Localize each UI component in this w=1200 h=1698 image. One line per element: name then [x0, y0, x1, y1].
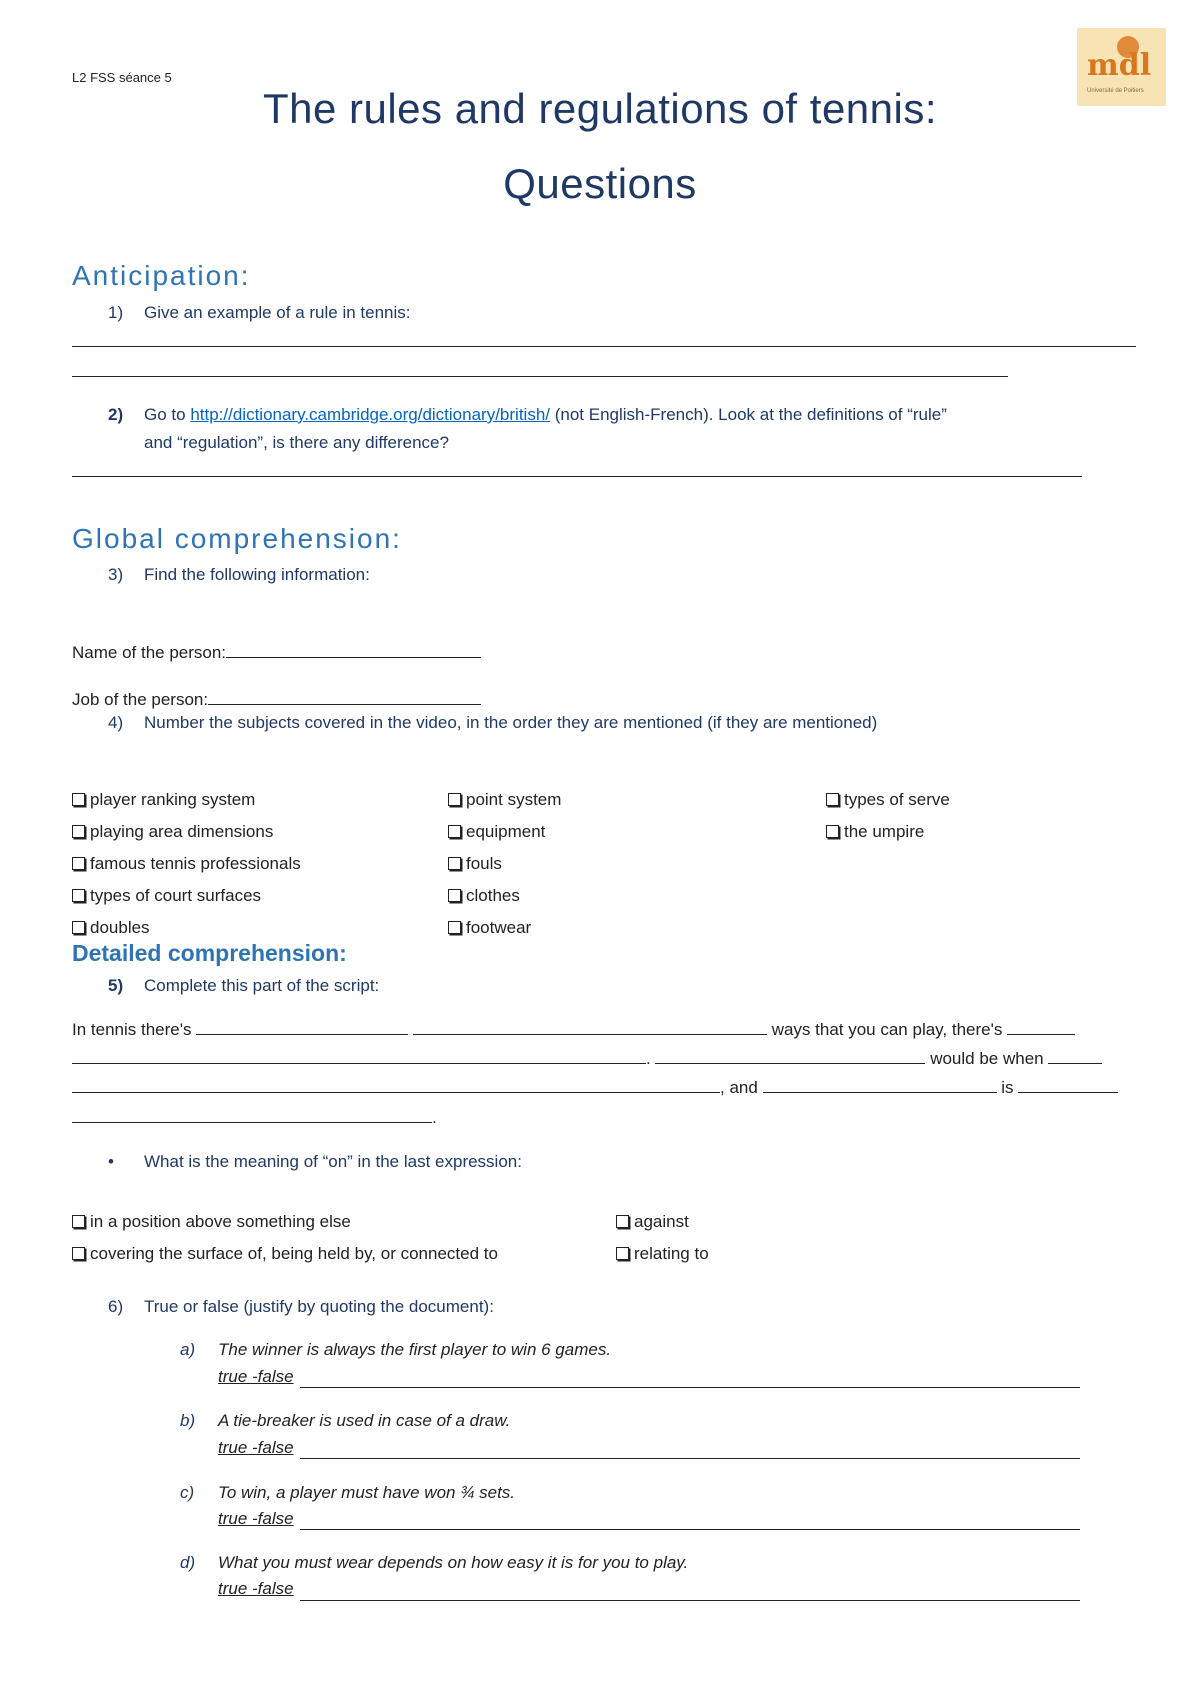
- subject-item[interactable]: [448, 918, 531, 938]
- question-text: Give an example of a rule in tennis:: [144, 303, 411, 322]
- logo-subtext: Université de Poitiers: [1087, 88, 1144, 94]
- question-number: 6): [108, 1297, 124, 1316]
- script-blank[interactable]: [1018, 1078, 1118, 1093]
- subject-label: types of serve: [844, 790, 950, 809]
- question-text: Find the following information:: [144, 565, 370, 584]
- subject-item[interactable]: [72, 886, 261, 906]
- justification-line[interactable]: [300, 1387, 1080, 1388]
- item-letter: b): [180, 1411, 196, 1430]
- script-line-3: [72, 1078, 1118, 1098]
- subject-label: the umpire: [844, 822, 925, 841]
- subject-label: playing area dimensions: [90, 822, 274, 841]
- justification-line[interactable]: [300, 1458, 1080, 1459]
- course-header: L2 FSS séance 5: [72, 70, 172, 85]
- subject-item[interactable]: [448, 790, 561, 810]
- subject-item[interactable]: [72, 790, 255, 810]
- checkbox-icon[interactable]: [72, 1215, 85, 1228]
- subject-item[interactable]: [448, 886, 520, 906]
- checkbox-icon[interactable]: [448, 793, 461, 806]
- subject-label: clothes: [466, 886, 520, 905]
- item-statement: To win, a player must have won ¾ sets.: [218, 1483, 516, 1502]
- question-number: 3): [108, 565, 124, 584]
- script-line-1: [72, 1020, 1075, 1040]
- item-statement: The winner is always the first player to win 6 games.: [218, 1340, 612, 1359]
- script-text: would be when: [930, 1049, 1044, 1068]
- subject-label: point system: [466, 790, 562, 809]
- question-text: Complete this part of the script:: [144, 976, 380, 995]
- job-input[interactable]: [208, 690, 481, 705]
- question-text: What is the meaning of “on” in the last expression:: [144, 1152, 522, 1171]
- checkbox-icon[interactable]: [448, 857, 461, 870]
- script-text: .: [432, 1108, 437, 1127]
- question-text: Number the subjects covered in the video, in the order they are mentioned (if they are mentioned): [144, 713, 878, 732]
- question-2: [108, 405, 947, 425]
- subject-label: footwear: [466, 918, 532, 937]
- subject-item[interactable]: [826, 822, 924, 842]
- meaning-option[interactable]: [72, 1244, 498, 1264]
- checkbox-icon[interactable]: [72, 825, 85, 838]
- subject-label: doubles: [90, 918, 150, 937]
- script-blank[interactable]: [72, 1049, 646, 1064]
- true-false-choice[interactable]: true -false: [218, 1367, 294, 1386]
- checkbox-icon[interactable]: [72, 793, 85, 806]
- name-field: [72, 643, 481, 663]
- script-blank[interactable]: [72, 1078, 720, 1093]
- checkbox-icon[interactable]: [826, 825, 839, 838]
- tf-item-a: [180, 1340, 611, 1360]
- question-text-pre: Go to: [144, 405, 191, 424]
- job-label: Job of the person:: [72, 690, 209, 709]
- question-1: [108, 303, 410, 323]
- script-blank[interactable]: [1048, 1049, 1102, 1064]
- meaning-option[interactable]: [616, 1244, 709, 1264]
- answer-line[interactable]: [72, 346, 1136, 347]
- bullet-question: [108, 1152, 522, 1172]
- script-blank[interactable]: [413, 1020, 767, 1035]
- page-title-line1: The rules and regulations of tennis:: [262, 85, 938, 132]
- checkbox-icon[interactable]: [616, 1247, 629, 1260]
- meaning-option[interactable]: [616, 1212, 689, 1232]
- script-text: In tennis there's: [72, 1020, 192, 1039]
- subject-label: famous tennis professionals: [90, 854, 301, 873]
- question-5: [108, 976, 379, 996]
- true-false-choice[interactable]: true -false: [218, 1509, 294, 1528]
- justification-line[interactable]: [300, 1529, 1080, 1530]
- question-number: 1): [108, 303, 124, 322]
- logo-text: mdl: [1087, 48, 1152, 83]
- question-4: [108, 713, 877, 733]
- script-text: , and: [720, 1078, 758, 1097]
- subject-item[interactable]: [448, 822, 545, 842]
- checkbox-icon[interactable]: [826, 793, 839, 806]
- subject-label: player ranking system: [90, 790, 256, 809]
- item-letter: c): [180, 1483, 195, 1502]
- question-6: [108, 1297, 494, 1317]
- script-text: .: [646, 1049, 651, 1068]
- answer-line[interactable]: [72, 476, 1082, 477]
- subject-item[interactable]: [72, 854, 301, 874]
- section-anticipation: Anticipation:: [72, 260, 251, 291]
- option-label: in a position above something else: [90, 1212, 351, 1231]
- question-2-line2: and “regulation”, is there any difference?: [144, 433, 449, 452]
- item-statement: A tie-breaker is used in case of a draw.: [218, 1411, 511, 1430]
- section-global-comprehension: Global comprehension:: [72, 523, 402, 554]
- item-statement: What you must wear depends on how easy it is for you to play.: [218, 1553, 689, 1572]
- job-field: [72, 690, 481, 710]
- question-text-post: (not English-French). Look at the definitions of “rule”: [550, 405, 947, 424]
- checkbox-icon[interactable]: [72, 857, 85, 870]
- item-letter: d): [180, 1553, 196, 1572]
- script-line-4: [72, 1108, 437, 1128]
- question-number: 5): [108, 976, 124, 995]
- dictionary-link[interactable]: http://dictionary.cambridge.org/dictionary/british/: [190, 405, 550, 424]
- checkbox-icon[interactable]: [448, 825, 461, 838]
- script-text: ways that you can play, there's: [771, 1020, 1003, 1039]
- tf-item-c: [180, 1483, 515, 1503]
- section-detailed-comprehension: Detailed comprehension:: [72, 940, 347, 966]
- true-false-choice[interactable]: true -false: [218, 1579, 294, 1598]
- answer-line[interactable]: [72, 376, 1008, 377]
- subject-item[interactable]: [72, 918, 150, 938]
- true-false-choice[interactable]: true -false: [218, 1438, 294, 1457]
- subject-label: fouls: [466, 854, 502, 873]
- subject-item[interactable]: [72, 822, 273, 842]
- subject-item[interactable]: [448, 854, 502, 874]
- script-text: is: [1001, 1078, 1014, 1097]
- option-label: covering the surface of, being held by, or connected to: [90, 1244, 498, 1263]
- question-3: [108, 565, 370, 585]
- checkbox-icon[interactable]: [72, 1247, 85, 1260]
- justification-line[interactable]: [300, 1600, 1080, 1601]
- item-letter: a): [180, 1340, 196, 1359]
- page-title-line2: Questions: [503, 160, 697, 207]
- checkbox-icon[interactable]: [72, 921, 85, 934]
- tf-item-b: [180, 1411, 510, 1431]
- script-blank[interactable]: [763, 1078, 997, 1093]
- bullet-icon: •: [108, 1152, 114, 1171]
- subject-label: types of court surfaces: [90, 886, 262, 905]
- subject-label: equipment: [466, 822, 546, 841]
- checkbox-icon[interactable]: [448, 889, 461, 902]
- script-blank[interactable]: [196, 1020, 408, 1035]
- question-text: True or false (justify by quoting the document):: [144, 1297, 494, 1316]
- checkbox-icon[interactable]: [72, 889, 85, 902]
- script-line-2: [72, 1049, 1102, 1069]
- option-label: against: [634, 1212, 689, 1231]
- script-blank[interactable]: [655, 1049, 925, 1064]
- option-label: relating to: [634, 1244, 709, 1263]
- checkbox-icon[interactable]: [616, 1215, 629, 1228]
- question-number: 2): [108, 405, 124, 424]
- script-blank[interactable]: [72, 1108, 432, 1123]
- script-blank[interactable]: [1007, 1020, 1075, 1035]
- meaning-option[interactable]: [72, 1212, 351, 1232]
- checkbox-icon[interactable]: [448, 921, 461, 934]
- name-input[interactable]: [226, 643, 481, 658]
- name-label: Name of the person:: [72, 643, 227, 662]
- subject-item[interactable]: [826, 790, 950, 810]
- question-number: 4): [108, 713, 124, 732]
- tf-item-d: [180, 1553, 688, 1573]
